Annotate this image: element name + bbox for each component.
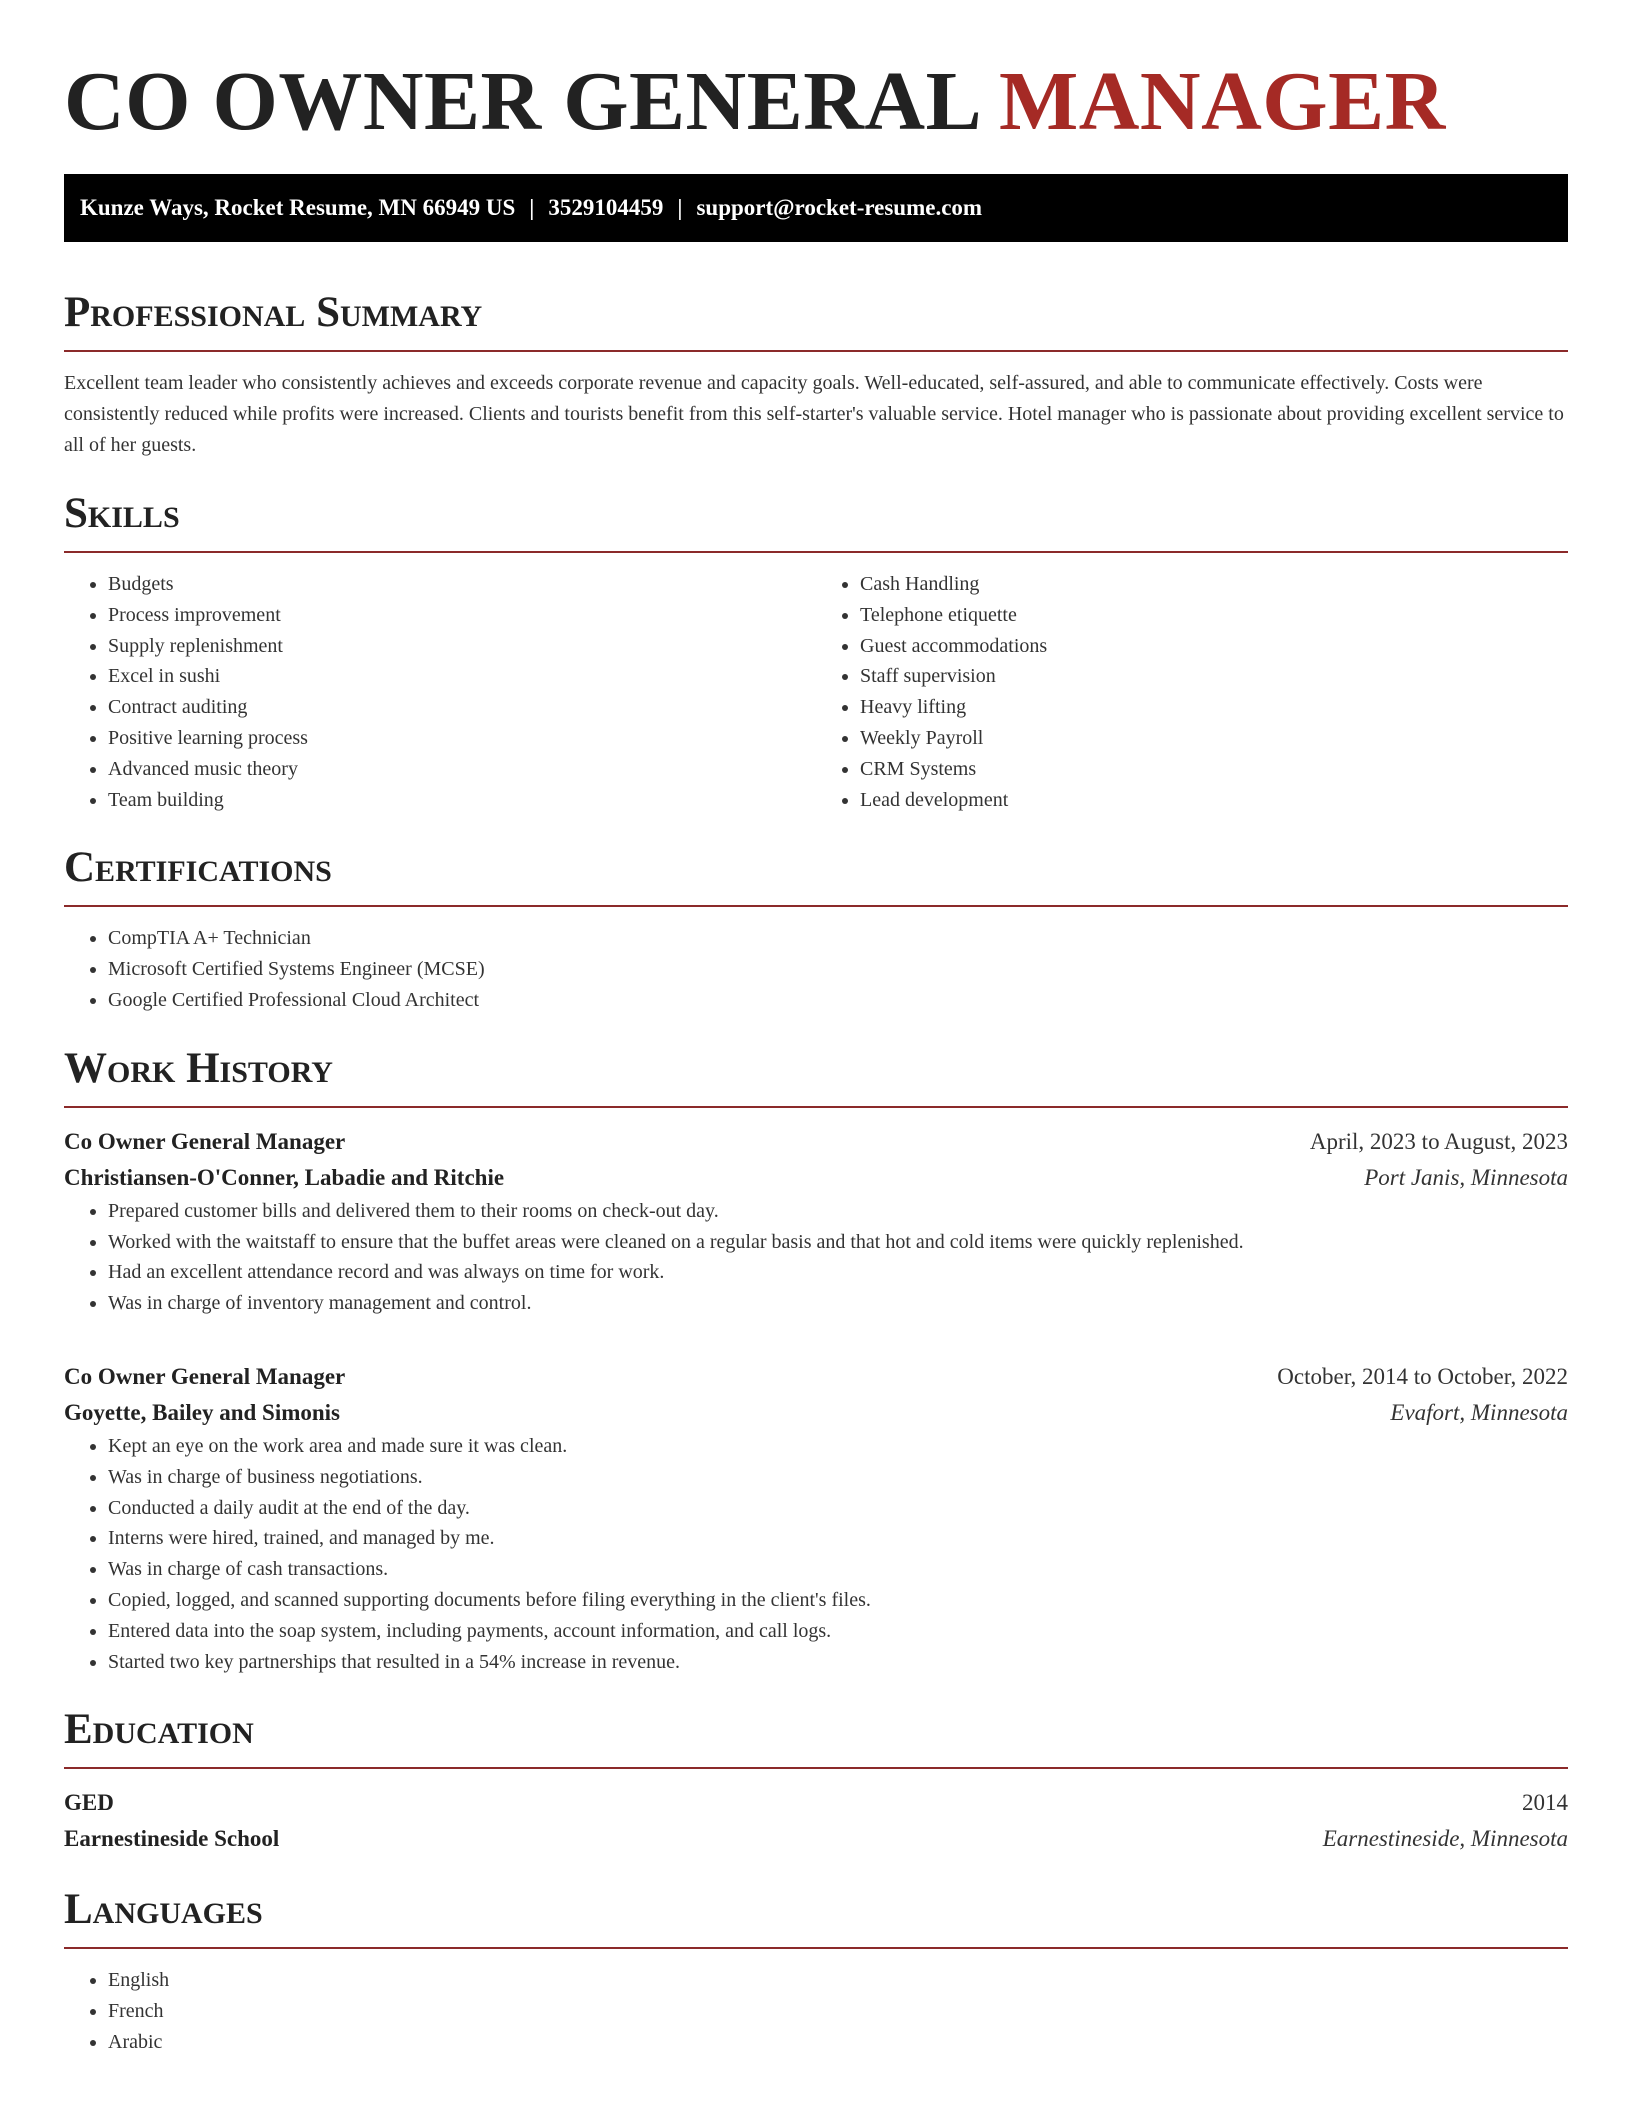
section-divider (64, 1106, 1568, 1108)
job-company-row (64, 1160, 1568, 1196)
job-duty-item: • Copied, logged, and scanned supporting documents before filing everything in the client's files. (108, 1585, 1568, 1616)
contact-separator: | (677, 195, 683, 220)
name-accent: MANAGER (998, 55, 1446, 148)
section-divider (64, 1767, 1568, 1769)
education-header-row (64, 1785, 1568, 1821)
section-divider (64, 551, 1568, 553)
languages-section (64, 1885, 1568, 2057)
skill-item: • Contract auditing (108, 692, 816, 723)
skills-column-right (816, 569, 1568, 815)
contact-email[interactable]: support@rocket-resume.com (696, 195, 983, 220)
job-duties (64, 1431, 1568, 1677)
section-heading-work-history: Work History (64, 1044, 333, 1092)
job-duty-item: • Prepared customer bills and delivered them to their rooms on check-out day. (108, 1196, 1568, 1227)
job-dates: April, 2023 to August, 2023 (1309, 1128, 1568, 1154)
section-divider (64, 1947, 1568, 1949)
skill-item: • Lead development (860, 785, 1568, 816)
certification-item: • Microsoft Certified Systems Engineer (MCSE) (108, 954, 1568, 985)
skill-item: • Guest accommodations (860, 631, 1568, 662)
section-divider (64, 905, 1568, 907)
skills-grid (64, 569, 1568, 815)
certifications-section (64, 843, 1568, 1015)
education-section (64, 1705, 1568, 1857)
section-heading-education: Education (64, 1706, 254, 1754)
job-location: Evafort, Minnesota (1390, 1399, 1568, 1425)
contact-address: Kunze Ways, Rocket Resume, MN 66949 US (80, 195, 516, 220)
education-degree: GED (64, 1790, 114, 1816)
skill-item: • Team building (108, 785, 816, 816)
job-header-row (64, 1124, 1568, 1160)
language-item: • English (108, 1965, 1568, 1996)
certification-item: • CompTIA A+ Technician (108, 923, 1568, 954)
contact-bar (64, 174, 1568, 242)
section-heading-summary: Professional Summary (64, 289, 483, 336)
certification-item: • Google Certified Professional Cloud Architect (108, 985, 1568, 1016)
skills-column-left (64, 569, 816, 815)
job-duty-item: • Entered data into the soap system, including payments, account information, and call logs. (108, 1616, 1568, 1647)
skill-item: • CRM Systems (860, 754, 1568, 785)
skills-section (64, 489, 1568, 815)
education-year: 2014 (1522, 1790, 1568, 1816)
job-dates: October, 2014 to October, 2022 (1277, 1363, 1568, 1389)
job-entry (64, 1359, 1568, 1677)
job-company-row (64, 1395, 1568, 1431)
job-duty-item: • Was in charge of business negotiations. (108, 1462, 1568, 1493)
section-heading-certifications: Certifications (64, 844, 332, 892)
name-main: CO OWNER GENERAL (64, 55, 978, 148)
skill-item: • Process improvement (108, 600, 816, 631)
job-duty-item: • Was in charge of inventory management and control. (108, 1288, 1568, 1319)
skill-item: • Heavy lifting (860, 692, 1568, 723)
contact-separator: | (529, 195, 535, 220)
skill-item: • Budgets (108, 569, 816, 600)
job-location: Port Janis, Minnesota (1364, 1164, 1568, 1190)
job-title: Co Owner General Manager (64, 1363, 346, 1389)
skill-item: • Weekly Payroll (860, 723, 1568, 754)
job-header-row (64, 1359, 1568, 1395)
section-heading-skills: Skills (64, 490, 180, 537)
education-location: Earnestineside, Minnesota (1322, 1826, 1568, 1852)
skill-item: • Supply replenishment (108, 631, 816, 662)
education-school: Earnestineside School (64, 1826, 280, 1852)
job-duty-item: • Interns were hired, trained, and managed by me. (108, 1523, 1568, 1554)
skill-item: • Excel in sushi (108, 661, 816, 692)
section-divider (64, 350, 1568, 352)
job-duty-item: • Worked with the waitstaff to ensure that the buffet areas were cleaned on a regular basis and that hot and cold items were quickly replenished. (108, 1227, 1568, 1258)
job-duty-item: • Conducted a daily audit at the end of the day. (108, 1493, 1568, 1524)
skill-item: • Advanced music theory (108, 754, 816, 785)
job-company: Christiansen-O'Conner, Labadie and Ritchie (64, 1164, 505, 1190)
skill-item: • Telephone etiquette (860, 600, 1568, 631)
job-duty-item: • Kept an eye on the work area and made sure it was clean. (108, 1431, 1568, 1462)
skill-item: • Positive learning process (108, 723, 816, 754)
contact-phone[interactable]: 3529104459 (548, 195, 664, 220)
summary-text: Excellent team leader who consistently achieves and exceeds corporate revenue and capacity goals. Well-educated, self-assured, and able to communicate effectively. Costs were consistently reduced while profits were increased. Clients and tourists benefit from this self-starter's valuable service. Hotel manager who is passionate about providing excellent service to all of her guests. (64, 372, 1564, 456)
job-title: Co Owner General Manager (64, 1128, 346, 1154)
job-company: Goyette, Bailey and Simonis (64, 1399, 341, 1425)
candidate-name (64, 0, 1568, 148)
work-history-section (64, 1044, 1568, 1678)
language-item: • Arabic (108, 2027, 1568, 2058)
job-duty-item: • Had an excellent attendance record and was always on time for work. (108, 1257, 1568, 1288)
summary-section (64, 288, 1568, 461)
section-heading-languages: Languages (64, 1886, 263, 1934)
job-entry (64, 1124, 1568, 1319)
language-item: • French (108, 1996, 1568, 2027)
education-school-row (64, 1821, 1568, 1857)
job-duty-item: • Started two key partnerships that resulted in a 54% increase in revenue. (108, 1647, 1568, 1678)
job-duties (64, 1196, 1568, 1319)
job-duty-item: • Was in charge of cash transactions. (108, 1554, 1568, 1585)
skill-item: • Cash Handling (860, 569, 1568, 600)
skill-item: • Staff supervision (860, 661, 1568, 692)
